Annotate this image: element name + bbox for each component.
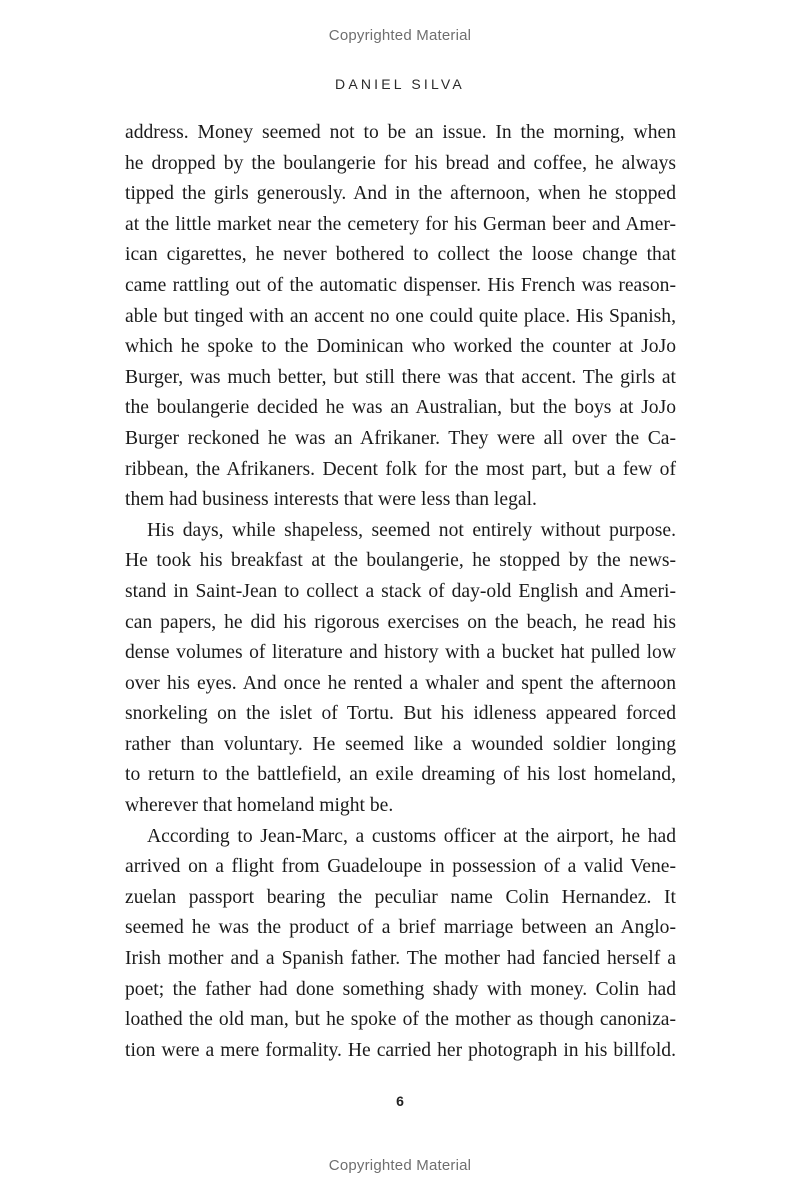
text-line: came rattling out of the automatic dispenser. His French was reason-	[125, 274, 676, 296]
text-line: zuelan passport bearing the peculiar name Colin Hernandez. It	[125, 886, 676, 908]
text-line: Burger, was much better, but still there was that accent. The girls at	[125, 366, 676, 388]
text-line: arrived on a flight from Guadeloupe in possession of a valid Vene-	[125, 856, 676, 878]
text-line: ribbean, the Afrikaners. Decent folk for the most part, but a few of	[125, 458, 676, 480]
text-line: Irish mother and a Spanish father. The mother had fancied herself a	[125, 948, 676, 970]
text-line: them had business interests that were less than legal.	[125, 489, 537, 511]
text-line: at the little market near the cemetery for his German beer and Amer-	[125, 213, 676, 235]
text-line: He took his breakfast at the boulangerie, he stopped by the news-	[125, 550, 676, 572]
text-line: loathed the old man, but he spoke of the mother as though canoniza-	[125, 1009, 676, 1031]
text-line: rather than voluntary. He seemed like a wounded soldier longing	[125, 733, 676, 755]
text-line: His days, while shapeless, seemed not entirely without purpose.	[147, 519, 676, 541]
page-number: 6	[396, 1093, 404, 1109]
text-line: snorkeling on the islet of Tortu. But his idleness appeared forced	[125, 703, 676, 725]
text-line: which he spoke to the Dominican who worked the counter at JoJo	[125, 336, 676, 358]
text-line: over his eyes. And once he rented a whaler and spent the afternoon	[125, 672, 676, 694]
text-line: address. Money seemed not to be an issue. In the morning, when	[125, 122, 676, 143]
paragraph	[125, 516, 676, 822]
text-line: ican cigarettes, he never bothered to collect the loose change that	[125, 244, 676, 266]
text-line: can papers, he did his rigorous exercises on the beach, he read his	[125, 611, 676, 633]
text-line: seemed he was the product of a brief marriage between an Anglo-	[125, 917, 676, 939]
text-line: Burger reckoned he was an Afrikaner. They were all over the Ca-	[125, 427, 676, 449]
text-line: wherever that homeland might be.	[125, 795, 394, 817]
text-line: to return to the battlefield, an exile dreaming of his lost homeland,	[125, 764, 676, 786]
text-line: According to Jean-Marc, a customs officer at the airport, he had	[147, 825, 676, 847]
running-head-author: DANIEL SILVA	[335, 76, 465, 92]
book-body-text	[125, 118, 676, 1066]
text-line: dense volumes of literature and history with a bucket hat pulled low	[125, 642, 676, 664]
text-line: tion were a mere formality. He carried her photograph in his billfold.	[125, 1039, 676, 1061]
text-line: he dropped by the boulangerie for his bread and coffee, he always	[125, 152, 676, 174]
paragraph	[125, 118, 676, 516]
text-line: the boulangerie decided he was an Australian, but the boys at JoJo	[125, 397, 676, 419]
text-line: able but tinged with an accent no one could quite place. His Spanish,	[125, 305, 676, 327]
paragraph	[125, 822, 676, 1067]
copyright-watermark-bottom: Copyrighted Material	[328, 1157, 472, 1174]
text-line: stand in Saint-Jean to collect a stack of day-old English and Ameri-	[125, 580, 676, 602]
copyright-watermark-top: Copyrighted Material	[328, 27, 472, 44]
text-line: tipped the girls generously. And in the afternoon, when he stopped	[125, 183, 676, 205]
text-line: poet; the father had done something shady with money. Colin had	[125, 978, 676, 1000]
